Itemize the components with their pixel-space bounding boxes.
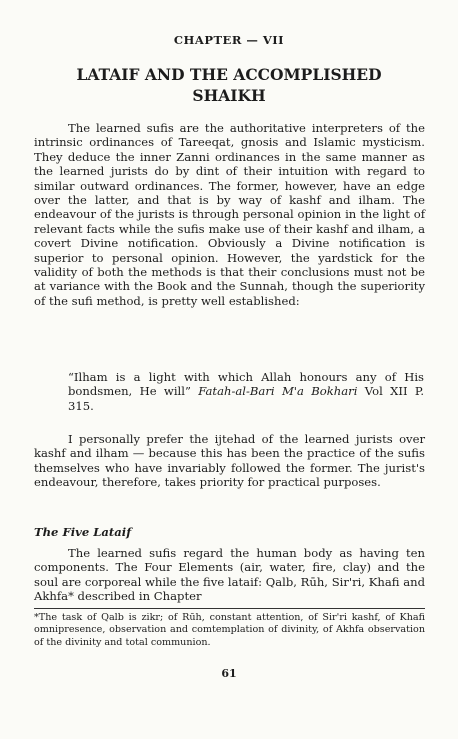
paragraph-2: I personally prefer the ijtehad of the learned jurists over kashf and ilham — because this has been the practice of the sufis themselves who have invariably followed the former. The jurist's endeavour, therefore, takes priority for practical purposes. <box>34 432 425 490</box>
chapter-title <box>40 64 418 106</box>
page-number: 61 <box>221 667 237 680</box>
quote-reference: Vol XII P. 315. <box>68 384 425 413</box>
section-subheading: The Five Lataif <box>34 525 132 539</box>
paragraph-1: The learned sufis are the authoritative interpreters of the intrinsic ordinances of Tareeqat, gnosis and Islamic mysticism. They deduce the inner Zanni ordinances in the same manner as the learned jurists do by dint of their intuition with regard to similar outward ordinances. The former, however, have an edge over the latter, and that is by way of kashf and ilham. The endeavour of the jurists is through personal opinion in the light of relevant facts while the sufis make use of their kashf and ilham, a covert Divine notification. Obviously a Divine notification is superior to personal opinion. However, the yardstick for the validity of both the methods is that their conclusions must not be at variance with the Book and the Sunnah, though the superiority of the sufi method, is pretty well established: <box>34 121 425 308</box>
title-line-2: SHAIKH <box>192 86 266 105</box>
footnote: *The task of Qalb is zikr; of Rūh, constant attention, of Sir'ri kashf, of Khafi omnipresence, observation and comtemplation of divinity, of Akhfa observation of the divinity and total communion. <box>34 612 425 648</box>
title-line-1: LATAIF AND THE ACCOMPLISHED <box>76 65 382 84</box>
chapter-heading: CHAPTER — VII <box>173 33 285 47</box>
quote-source: Fatah-al-Bari M'a Bokhari <box>198 384 358 399</box>
footnote-divider <box>34 608 425 609</box>
quote-text: “Ilham is a light with which Allah honours any of His bondsmen, He will” <box>68 370 424 399</box>
block-quote <box>68 370 424 413</box>
paragraph-3: The learned sufis regard the human body as having ten components. The Four Elements (air, water, fire, clay) and the soul are corporeal while the five lataif: Qalb, Rūh, Sir'ri, Khafi and Akhfa* described in Chapter <box>34 546 425 604</box>
